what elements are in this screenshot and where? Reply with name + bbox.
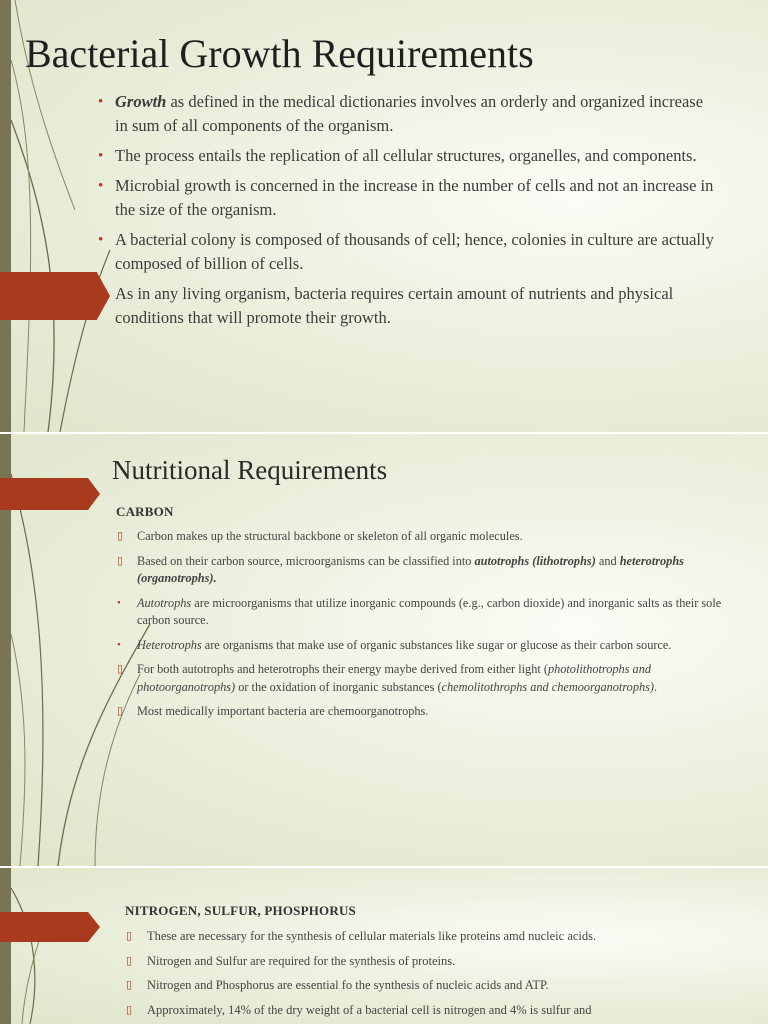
box-marker-icon: ▯ [126,979,133,991]
list-item [116,595,726,630]
box-marker-icon: ▯ [126,1003,133,1016]
list-item [98,228,718,276]
bullet-text: As in any living organism, bacteria requires certain amount of nutrients and physical conditions that will promote their growth. [115,284,674,327]
bullet-text: The process entails the replication of all cellular structures, organelles, and components. [115,146,697,165]
sidebar-bar [0,0,11,432]
accent-tab [0,912,100,942]
bullet-icon: • [117,596,121,609]
bullet-text: or the oxidation of inorganic substances ( [235,679,442,694]
bullet-text: A bacterial colony is composed of thousands of cell; hence, colonies in culture are actually composed of billion of cells. [115,230,714,273]
box-marker-icon: ▯ [117,554,124,567]
list-item [98,144,718,168]
bullet-text: and [595,553,620,568]
list-item [125,977,745,994]
bullet-text: are organisms that make use of organic substances like sugar or glucose as their carbon source. [201,637,672,652]
bullet-icon: • [98,286,104,302]
section-heading: NITROGEN, SULFUR, PHOSPHORUS [125,903,356,918]
bullet-text: Nitrogen and Phosphorus are essential fo the synthesis of nucleic acids and ATP. [147,978,549,992]
sidebar-bar [0,868,11,1024]
bullet-list [116,528,726,728]
accent-tab [0,478,100,510]
bullet-text: Microbial growth is concerned in the increase in the number of cells and not an increase in the size of the organism. [115,176,714,219]
list-item [116,553,726,588]
bullet-icon: • [98,148,104,164]
accent-tab [0,272,110,320]
bullet-list [125,928,745,1024]
box-marker-icon: ▯ [117,663,124,675]
slide-3 [0,868,768,1024]
list-item [116,637,726,655]
bullet-text: are microorganisms that utilize inorganic compounds (e.g., carbon dioxide) and inorganic salts as their sole carbon source. [137,595,722,627]
slide-title: Bacterial Growth Requirements [25,31,534,76]
bullet-text: . [654,679,658,694]
list-item [116,528,726,546]
box-marker-icon: ▯ [126,954,133,967]
list-item [125,928,745,945]
bullet-text: as defined in the medical dictionaries involves an orderly and organized increase in sum of all components of the organism. [115,92,704,135]
bullet-list [98,90,718,336]
slide-2 [0,434,768,866]
bullet-icon: • [98,94,104,110]
term-autotrophs: autotrophs (lithotrophs) [474,553,596,568]
list-item [98,90,718,138]
box-marker-icon: ▯ [126,930,133,942]
box-marker-icon: ▯ [117,705,124,717]
bullet-icon: • [98,232,104,248]
term-chemotrophs: chemolitothrophs and chemoorganotrophs) [441,679,654,694]
list-item [98,174,718,222]
bullet-text: Nitrogen and Sulfur are required for the synthesis of proteins. [147,953,456,968]
bullet-text: Based on their carbon source, microorganisms can be classified into [137,553,475,568]
bullet-text: Most medically important bacteria are chemoorganotrophs. [137,704,429,718]
box-marker-icon: ▯ [117,530,124,542]
term-heterotrophs: Heterotrophs [137,637,202,652]
slide-1 [0,0,768,432]
section-heading: CARBON [116,504,174,519]
bullet-text: Approximately, 14% of the dry weight of a bacterial cell is nitrogen and 4% is sulfur and [147,1002,592,1017]
slide-title: Nutritional Requirements [112,455,388,485]
term-heterotrophs: heterotrophs (organotrophs). [137,553,684,585]
bullet-text: Carbon makes up the structural backbone or skeleton of all organic molecules. [137,529,523,543]
bullet-icon: • [117,638,121,651]
list-item [98,282,718,330]
term-autotrophs: Autotrophs [137,595,192,610]
list-item [125,953,745,970]
bullet-text: These are necessary for the synthesis of cellular materials like proteins amd nucleic acids. [147,929,597,943]
term-growth: Growth [115,92,167,111]
bullet-text: For both autotrophs and heterotrophs their energy maybe derived from either light ( [137,662,548,676]
list-item [116,703,726,721]
bullet-icon: • [98,178,104,194]
list-item [125,1002,745,1019]
list-item [116,661,726,696]
term-phototrophs: photolithotrophs and photoorganotrophs) [137,662,651,694]
